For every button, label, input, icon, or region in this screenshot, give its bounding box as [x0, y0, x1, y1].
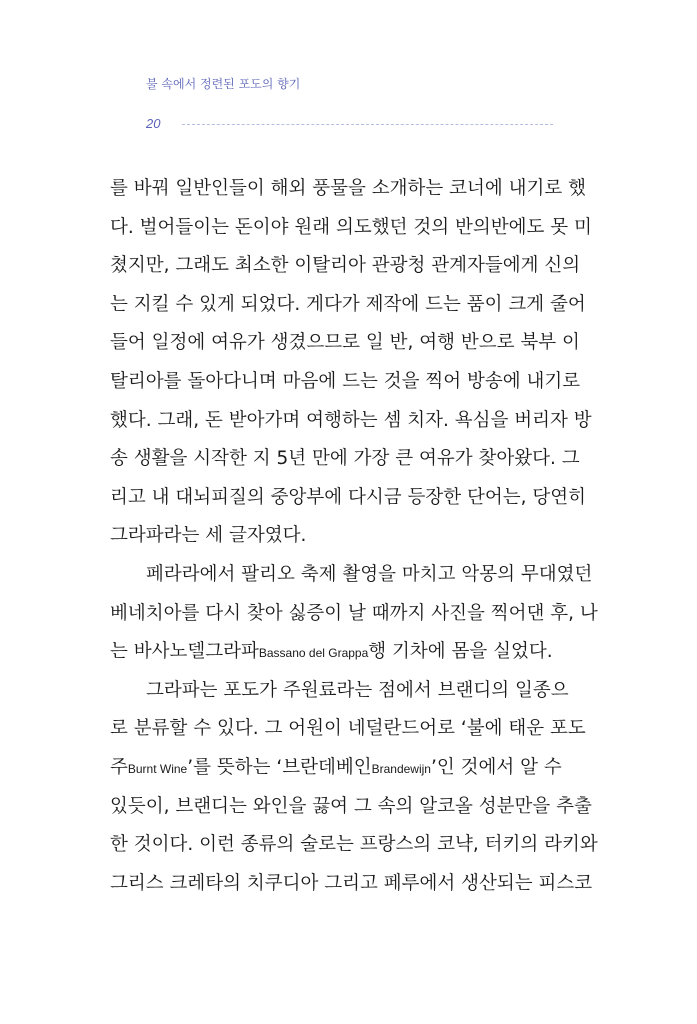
text-segment: 그리스 크레타의 치쿠디아 그리고 페루에서 생산되는 피스코 [110, 872, 593, 894]
text-segment: 그라파라는 세 글자였다. [110, 525, 307, 547]
text-line [110, 599, 598, 638]
body-text [110, 174, 598, 907]
text-segment: 했다. 그래, 돈 받아가며 여행하는 셈 치자. 욕심을 버리자 방 [110, 409, 592, 431]
text-segment: 페라라에서 팔리오 축제 촬영을 마치고 악몽의 무대였던 [146, 563, 593, 585]
running-title: 불 속에서 정련된 포도의 향기 [146, 77, 301, 91]
text-segment: 주 [110, 756, 128, 778]
text-segment: 다. 벌어들이는 돈이야 원래 의도했던 것의 반의반에도 못 미 [110, 216, 592, 238]
text-segment: 로 분류할 수 있다. 그 어원이 네덜란드어로 ‘불에 태운 포도 [110, 718, 586, 740]
text-line [110, 792, 592, 831]
text-line [110, 830, 598, 869]
text-segment: ’를 뜻하는 ‘브란데베인 [187, 756, 372, 778]
text-segment: 쳤지만, 그래도 최소한 이탈리아 관광청 관계자들에게 신의 [110, 255, 581, 277]
text-line [110, 251, 581, 290]
text-segment: 리고 내 대뇌피질의 중앙부에 다시금 등장한 단어는, 당연히 [110, 486, 586, 508]
text-line [110, 753, 562, 792]
text-line [110, 406, 592, 445]
text-segment: 송 생활을 시작한 지 5년 만에 가장 큰 여유가 찾아왔다. 그 [110, 448, 580, 470]
header-divider [182, 124, 553, 125]
page-number: 20 [146, 116, 161, 131]
text-line [110, 328, 580, 367]
text-line [110, 869, 593, 908]
foreign-term: Bassano del Grappa [258, 646, 369, 661]
text-segment: 탈리아를 돌아다니며 마음에 드는 것을 찍어 방송에 내기로 [110, 370, 581, 392]
text-line [110, 483, 586, 522]
text-segment: 는 바사노델그라파 [110, 641, 259, 663]
text-segment: 행 기차에 몸을 실었다. [368, 641, 553, 663]
foreign-term: Brandewijn [371, 761, 431, 776]
text-line [110, 560, 593, 599]
text-line [110, 174, 586, 213]
text-segment: 들어 일정에 여유가 생겼으므로 일 반, 여행 반으로 북부 이 [110, 332, 580, 354]
text-segment: 는 지킬 수 있게 되었다. 게다가 제작에 드는 품이 크게 줄어 [110, 293, 586, 315]
text-line [110, 444, 580, 483]
text-line [110, 637, 553, 676]
text-line [110, 521, 553, 560]
text-segment: 를 바꿔 일반인들이 해외 풍물을 소개하는 코너에 내기로 했 [110, 178, 586, 199]
text-segment: 베네치아를 다시 찾아 싫증이 날 때까지 사진을 찍어댄 후, 나 [110, 602, 598, 624]
text-segment: 한 것이다. 이런 종류의 술로는 프랑스의 코냑, 터키의 라키와 [110, 834, 598, 856]
text-segment: 있듯이, 브랜디는 와인을 끓여 그 속의 알코올 성분만을 추출 [110, 795, 592, 817]
text-segment: ’인 것에서 알 수 [430, 756, 562, 778]
text-line [110, 676, 569, 715]
text-segment: 그라파는 포도가 주원료라는 점에서 브랜디의 일종으 [146, 679, 569, 701]
text-line [110, 714, 586, 753]
foreign-term: Burnt Wine [127, 761, 188, 776]
text-line [110, 367, 581, 406]
text-line [110, 290, 586, 329]
text-line [110, 213, 592, 252]
